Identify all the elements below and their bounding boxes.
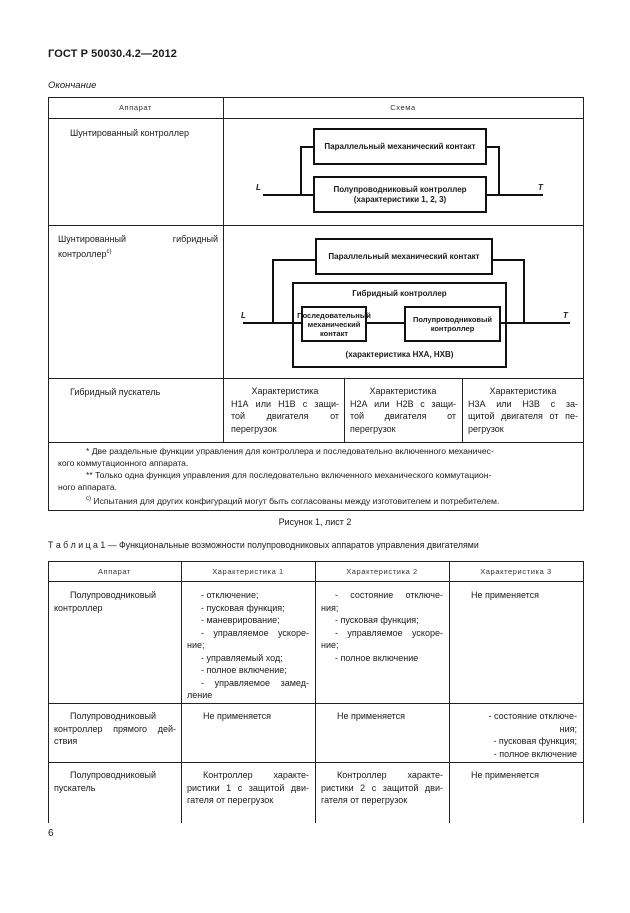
t1-row2-char3: - состояние отключе- ния; - пусковая функция; - полное включение <box>488 711 577 759</box>
continuation-label: Окончание <box>48 80 97 91</box>
t1-row3-char1: Контроллер характе- ристики 1 с защитой дви- гателя от перегрузок <box>187 770 309 805</box>
semiconductor-controller-box: Полупроводниковый контроллер (характеристики 1, 2, 3) <box>313 176 487 213</box>
footnote-2-line2: ного аппарата. <box>58 482 117 492</box>
t1-row3-char3: Не применяется <box>471 770 540 780</box>
t1-row1-char3: Не применяется <box>471 590 540 600</box>
t1-row1-char1: - отключение; - пусковая функция; - маневрирование; - управляемое ускоре- ние; - управляемый ход; - полное включение; - управляемое замед- ление <box>187 590 309 700</box>
row-name-hybrid-starter: Гибридный пускатель <box>70 387 161 397</box>
t1-row3-char2: Контроллер характе- ристики 2 с защитой дви- гателя от перегрузок <box>321 770 443 805</box>
hybrid-characteristic: (характеристика НХА, НХВ) <box>345 350 454 359</box>
t1-row2-char1: Не применяется <box>203 711 272 721</box>
parallel-contact-box: Параллельный механический контакт <box>313 128 487 165</box>
t1-header-char1: Характеристика 1 <box>212 567 284 576</box>
row-name-shunted-hybrid: Шунтированный гибридный контроллер$^{c)}$ <box>58 234 218 259</box>
terminal-t-2: T <box>563 311 568 320</box>
header-scheme: Схема <box>390 103 416 112</box>
t1-header-apparatus: Аппарат <box>97 567 132 576</box>
table1-title: Т а б л и ц а 1 — Функциональные возможности полупроводниковых аппаратов управления двигателями <box>48 540 479 550</box>
footnote-3: $^{c)}$ Испытания для других конфигураций могут быть согласованы между изготовителем и потребителем. <box>86 495 500 506</box>
page-number: 6 <box>48 828 54 839</box>
series-contact-box: Последовательный механический контакт <box>301 306 367 342</box>
t1-row1-name: Полупроводниковый контроллер <box>54 590 156 613</box>
t1-row3-name: Полупроводниковый пускатель <box>54 770 156 793</box>
row-name-shunted-controller: Шунтированный контроллер <box>70 128 189 138</box>
footnote-2-line1: ** Только одна функция управления для последовательно включенного механического коммутацион- <box>86 470 492 480</box>
t1-row2-char2: Не применяется <box>337 711 406 721</box>
semiconductor-controller-box-2: Полупроводниковый контроллер <box>404 306 501 342</box>
terminal-l: L <box>256 183 261 192</box>
footnote-1-line1: * Две раздельные функции управления для контроллера и последовательно включенного механичес- <box>86 446 494 456</box>
starter-char-3: Характеристика Н3А или Н3В с за- щитой двигателя от пе- регрузок <box>468 386 578 434</box>
terminal-t: T <box>538 183 543 192</box>
figure-caption: Рисунок 1, лист 2 <box>278 517 352 527</box>
starter-char-2: Характеристика Н2А или Н2В с защи- той двигателя от перегрузок <box>350 386 456 434</box>
terminal-l-2: L <box>241 311 246 320</box>
hybrid-controller-title: Гибридный контроллер <box>352 289 447 298</box>
t1-row2-name: Полупроводниковый контроллер прямого дей- ствия <box>54 711 176 746</box>
starter-char-1: Характеристика Н1А или Н1В с защи- той двигателя от перегрузок <box>231 386 339 434</box>
document-id: ГОСТ Р 50030.4.2—2012 <box>48 48 177 60</box>
parallel-contact-box-2: Параллельный механический контакт <box>315 238 493 275</box>
footnote-1-line2: кого коммутационного аппарата. <box>58 458 189 468</box>
header-apparatus: Аппарат <box>118 103 153 112</box>
t1-header-char3: Характеристика 3 <box>480 567 552 576</box>
t1-row1-char2: - состояние отключе- ния; - пусковая функция; - управляемое ускоре- ние; - полное включение <box>321 590 443 663</box>
t1-header-char2: Характеристика 2 <box>346 567 418 576</box>
